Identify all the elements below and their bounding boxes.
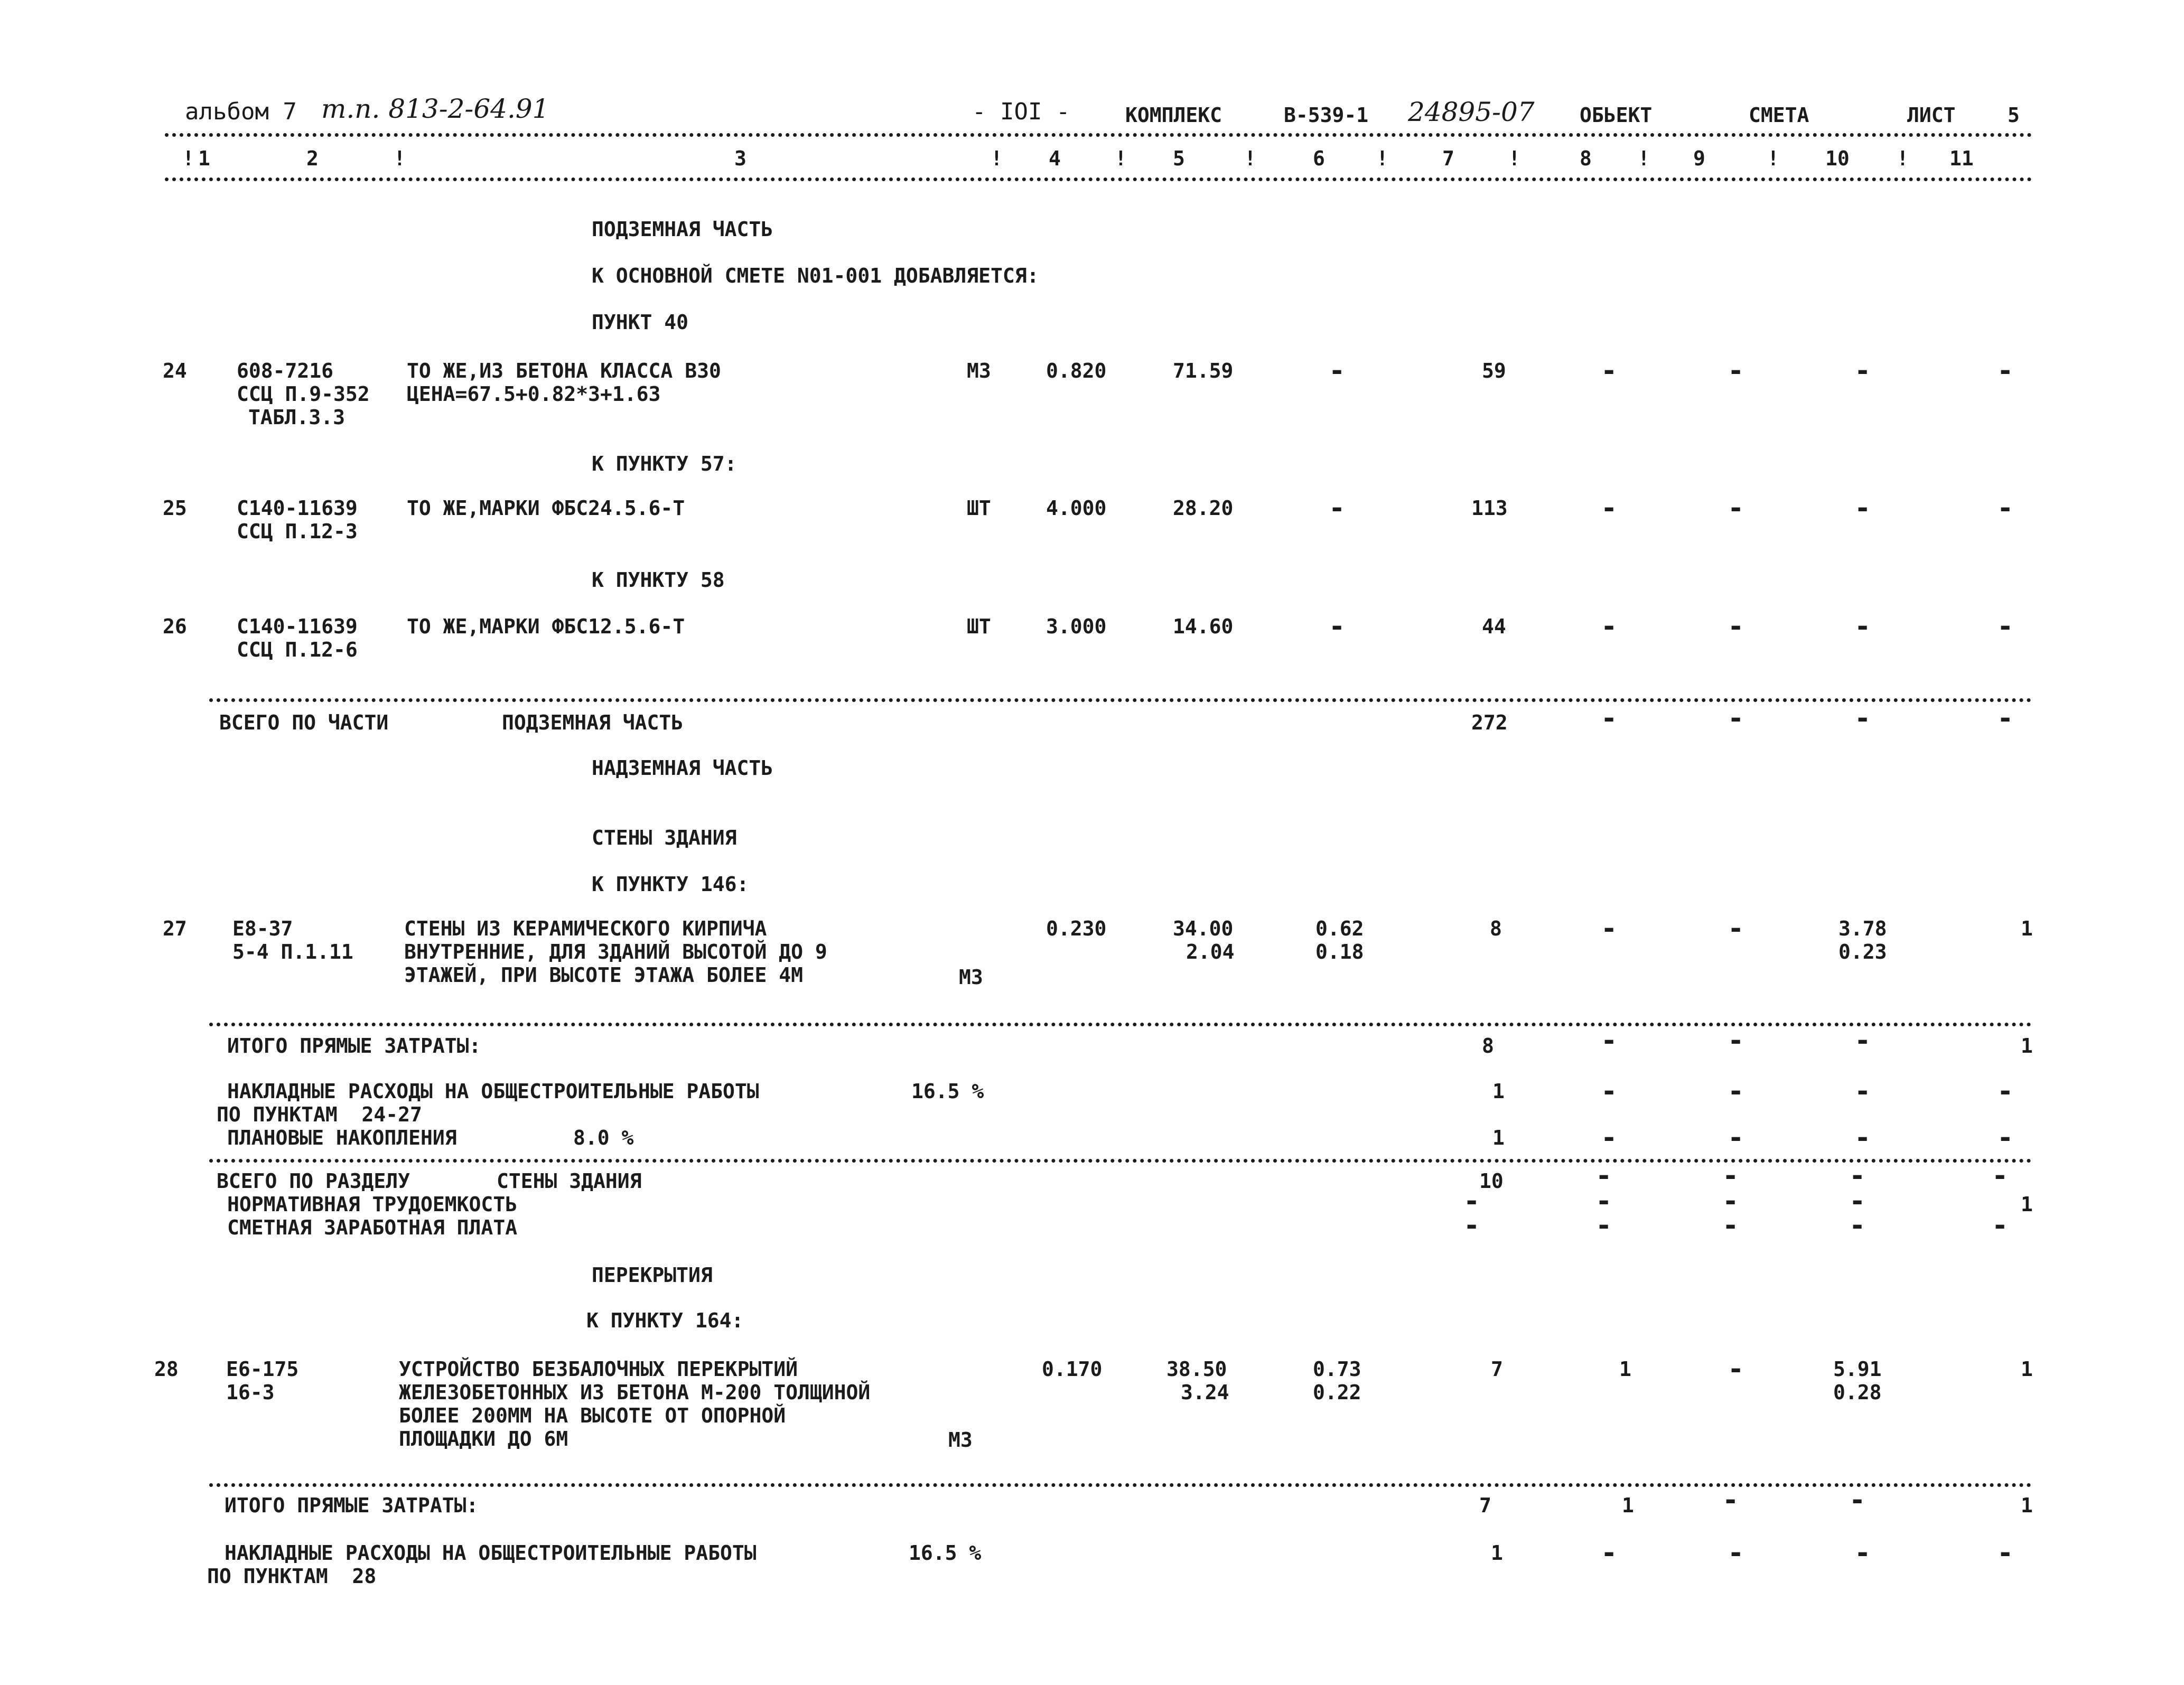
row-col11: - [1997,492,2014,524]
row-col9: - [1728,355,1744,387]
direct-costs-col9: - [1728,1025,1744,1056]
row-description: ЭТАЖЕЙ, ПРИ ВЫСОТЕ ЭТАЖА БОЛЕЕ 4М [404,963,803,987]
summary-rule [209,1483,2032,1487]
column-separator: ! [1244,147,1256,170]
direct-costs-col9: - [1722,1484,1739,1516]
row-unit: ШТ [967,497,991,520]
row-col9: - [1728,913,1744,944]
column-separator: ! [1115,147,1127,170]
row-unit: ШТ [967,615,991,638]
row-col6: 0.62 [1315,917,1364,940]
row-quantity: 0.230 [1046,917,1107,940]
overhead-col8: - [1601,1537,1618,1569]
section-total-name: СТЕНЫ ЗДАНИЯ [497,1169,642,1193]
section-note: К ОСНОВНОЙ СМЕТЕ N01-001 ДОБАВЛЯЕТСЯ: [592,264,1039,287]
row-total: 44 [1482,615,1506,638]
column-number: 8 [1580,147,1592,170]
overhead-col8: - [1601,1075,1618,1107]
row-code: ССЦ П.12-3 [237,520,358,543]
row-number: 27 [163,917,187,940]
part-total-col11: - [1997,703,2014,734]
direct-costs-col8: 1 [1622,1494,1634,1517]
labor-intensity-label: НОРМАТИВНАЯ ТРУДОЕМКОСТЬ [227,1193,518,1216]
column-number: 2 [306,147,319,170]
overhead-col10: - [1854,1075,1871,1107]
overhead-total: 1 [1492,1080,1505,1103]
planned-savings-rate: 8.0 % [573,1126,634,1149]
summary-rule [209,698,2032,702]
row-description: ЖЕЛЕЗОБЕТОННЫХ ИЗ БЕТОНА М-200 ТОЛЩИНОЙ [399,1381,871,1404]
row-col6: - [1329,355,1346,387]
subsection-heading: К ПУНКТУ 164: [586,1309,744,1332]
section-total-col10: - [1849,1160,1866,1192]
section-heading: СТЕНЫ ЗДАНИЯ [592,826,737,849]
section-heading: ПОДЗЕМНАЯ ЧАСТЬ [592,218,773,241]
album-reference: т.п. 813-2-64.91 [321,93,549,124]
labor-col9: - [1722,1185,1739,1217]
album-label: альбом 7 [185,98,297,125]
section-total-col9: - [1722,1160,1739,1192]
row-col8: - [1601,355,1618,387]
row-col11: 1 [2021,917,2033,940]
column-number: 4 [1049,147,1061,170]
header-rule [165,133,2032,137]
section-heading: НАДЗЕМНАЯ ЧАСТЬ [592,756,773,780]
complex-label: КОМПЛЕКС [1125,104,1222,127]
wages-col11: - [1992,1210,2009,1241]
part-total-value: 272 [1471,711,1508,734]
row-col10: 5.91 [1833,1358,1882,1381]
row-col10: - [1854,611,1871,642]
row-col6: - [1329,611,1346,642]
row-quantity: 3.000 [1046,615,1107,638]
column-number: 9 [1693,147,1705,170]
row-number: 24 [163,359,187,382]
direct-costs-col10: - [1849,1484,1866,1516]
planned-col11: - [1997,1122,2014,1154]
row-col8: - [1601,611,1618,642]
row-col9: - [1728,492,1744,524]
row-code: ССЦ П.12-6 [237,638,358,661]
section-total-col8: - [1595,1160,1612,1192]
row-number: 25 [163,497,187,520]
row-col10: - [1854,355,1871,387]
part-total-label: ВСЕГО ПО ЧАСТИ [219,711,389,734]
column-number: 10 [1825,147,1850,170]
overhead-points: ПО ПУНКТАМ 28 [207,1565,377,1588]
complex-reference: 24895-07 [1408,97,1535,127]
part-total-col8: - [1601,703,1618,734]
row-unit: М3 [948,1428,973,1452]
section-heading: ПЕРЕКРЫТИЯ [592,1263,713,1287]
section-total-label: ВСЕГО ПО РАЗДЕЛУ [217,1169,410,1193]
column-separator: ! [1897,147,1909,170]
column-number: 5 [1173,147,1185,170]
row-unit: М3 [967,359,991,382]
subsection-heading: К ПУНКТУ 58 [592,568,725,592]
row-code: ТАБЛ.3.3 [248,406,346,429]
overhead-col9: - [1728,1537,1744,1569]
row-code: 16-3 [226,1381,275,1404]
row-unit-price: 38.50 [1166,1358,1227,1381]
column-separator: ! [394,147,406,170]
section-total-col11: - [1992,1160,2009,1192]
row-col8: - [1601,492,1618,524]
direct-costs-total: 7 [1479,1494,1491,1517]
estimated-wages-label: СМЕТНАЯ ЗАРАБОТНАЯ ПЛАТА [227,1216,518,1239]
column-separator: ! [1508,147,1520,170]
wages-col9: - [1722,1210,1739,1241]
overhead-col10: - [1854,1537,1871,1569]
direct-costs-col10: - [1854,1025,1871,1056]
row-quantity: 0.820 [1046,359,1107,382]
row-description: ЦЕНА=67.5+0.82*3+1.63 [407,382,661,406]
row-col6: - [1329,492,1346,524]
row-code: 608-7216 [237,359,334,382]
row-unit-price: 14.60 [1173,615,1234,638]
row-col6: 0.18 [1315,940,1364,963]
row-col10: 0.23 [1838,940,1887,963]
part-total-name: ПОДЗЕМНАЯ ЧАСТЬ [502,711,684,734]
row-description: СТЕНЫ ИЗ КЕРАМИЧЕСКОГО КИРПИЧА [404,917,767,940]
row-col8: - [1601,913,1618,944]
column-separator: ! [1767,147,1779,170]
row-total: 7 [1491,1358,1503,1381]
complex-code: В-539-1 [1284,104,1369,127]
row-col11: 1 [2021,1358,2033,1381]
subsection-heading: К ПУНКТУ 57: [592,452,737,475]
planned-savings-total: 1 [1492,1126,1505,1149]
planned-col9: - [1728,1122,1744,1154]
row-col6: 0.73 [1313,1358,1361,1381]
row-col9: - [1728,1353,1744,1385]
column-number: 1 [198,147,210,170]
overhead-label: НАКЛАДНЫЕ РАСХОДЫ НА ОБЩЕСТРОИТЕЛЬНЫЕ РАБОТЫ [225,1541,757,1565]
wages-col8: - [1595,1210,1612,1241]
row-col8: 1 [1619,1358,1631,1381]
column-number: 11 [1949,147,1974,170]
direct-costs-col8: - [1601,1025,1618,1056]
row-number: 26 [163,615,187,638]
direct-costs-label: ИТОГО ПРЯМЫЕ ЗАТРАТЫ: [227,1034,481,1057]
row-code: С140-11639 [237,615,358,638]
row-col9: - [1728,611,1744,642]
direct-costs-col11: 1 [2021,1494,2033,1517]
row-description: ВНУТРЕННИЕ, ДЛЯ ЗДАНИЙ ВЫСОТОЙ ДО 9 [404,940,827,963]
overhead-rate: 16.5 % [911,1080,984,1103]
overhead-rate: 16.5 % [909,1541,982,1565]
column-separator: ! [991,147,1003,170]
direct-costs-col11: 1 [2021,1034,2033,1057]
overhead-total: 1 [1491,1541,1503,1565]
labor-col11: 1 [2021,1193,2033,1216]
column-number: 3 [734,147,746,170]
overhead-points: ПО ПУНКТАМ 24-27 [217,1103,422,1126]
column-header-rule [165,177,2032,181]
row-col6: 0.22 [1313,1381,1361,1404]
column-number: 6 [1313,147,1325,170]
labor-col8: - [1595,1185,1612,1217]
object-label: ОБЬЕКТ [1580,104,1653,127]
row-description: ТО ЖЕ,ИЗ БЕТОНА КЛАССА В30 [407,359,721,382]
wages-col10: - [1849,1210,1866,1241]
row-unit-price: 34.00 [1173,917,1234,940]
row-unit-price: 28.20 [1173,497,1234,520]
direct-costs-label: ИТОГО ПРЯМЫЕ ЗАТРАТЫ: [225,1494,479,1517]
row-quantity: 4.000 [1046,497,1107,520]
column-separator: ! [1376,147,1388,170]
sheet-label: ЛИСТ [1907,104,1956,127]
row-col11: - [1997,611,2014,642]
column-separator: ! [182,147,194,170]
planned-savings-label: ПЛАНОВЫЕ НАКОПЛЕНИЯ [227,1126,457,1149]
row-code: С140-11639 [237,497,358,520]
row-description: ТО ЖЕ,МАРКИ ФБС12.5.6-Т [407,615,685,638]
row-unit: М3 [959,966,983,989]
direct-costs-total: 8 [1482,1034,1494,1057]
row-unit-price: 3.24 [1181,1381,1229,1404]
section-total-value: 10 [1479,1169,1504,1193]
page-number: - IOI - [972,98,1070,125]
planned-col10: - [1854,1122,1871,1154]
labor-col10: - [1849,1185,1866,1217]
row-col10: 0.28 [1833,1381,1882,1404]
summary-rule [209,1159,2032,1163]
row-total: 8 [1490,917,1502,940]
row-col11: - [1997,355,2014,387]
part-total-col9: - [1728,703,1744,734]
subsection-heading: К ПУНКТУ 146: [592,873,749,896]
row-total: 113 [1471,497,1508,520]
row-description: ПЛОЩАДКИ ДО 6М [399,1427,568,1450]
wages-col7: - [1463,1210,1480,1241]
subsection-heading: ПУНКТ 40 [592,311,689,334]
labor-col7: - [1463,1185,1480,1217]
sheet-number: 5 [2008,104,2020,127]
overhead-label: НАКЛАДНЫЕ РАСХОДЫ НА ОБЩЕСТРОИТЕЛЬНЫЕ РАБОТЫ [227,1080,759,1103]
row-code: Е6-175 [226,1358,299,1381]
row-col10: - [1854,492,1871,524]
row-description: УСТРОЙСТВО БЕЗБАЛОЧНЫХ ПЕРЕКРЫТИЙ [399,1358,798,1381]
column-separator: ! [1638,147,1650,170]
row-code: 5-4 П.1.11 [232,940,353,963]
estimate-label: СМЕТА [1749,104,1809,127]
row-code: ССЦ П.9-352 [237,382,370,406]
part-total-col10: - [1854,703,1871,734]
overhead-col11: - [1997,1075,2014,1107]
row-unit-price: 71.59 [1173,359,1234,382]
row-col10: 3.78 [1838,917,1887,940]
planned-col8: - [1601,1122,1618,1154]
overhead-col11: - [1997,1537,2014,1569]
overhead-col9: - [1728,1075,1744,1107]
row-quantity: 0.170 [1042,1358,1103,1381]
row-unit-price: 2.04 [1186,940,1235,963]
row-description: ТО ЖЕ,МАРКИ ФБС24.5.6-Т [407,497,685,520]
row-total: 59 [1482,359,1506,382]
row-description: БОЛЕЕ 200ММ НА ВЫСОТЕ ОТ ОПОРНОЙ [399,1404,786,1427]
column-number: 7 [1442,147,1454,170]
row-number: 28 [154,1358,179,1381]
summary-rule [209,1023,2032,1026]
row-code: Е8-37 [232,917,293,940]
